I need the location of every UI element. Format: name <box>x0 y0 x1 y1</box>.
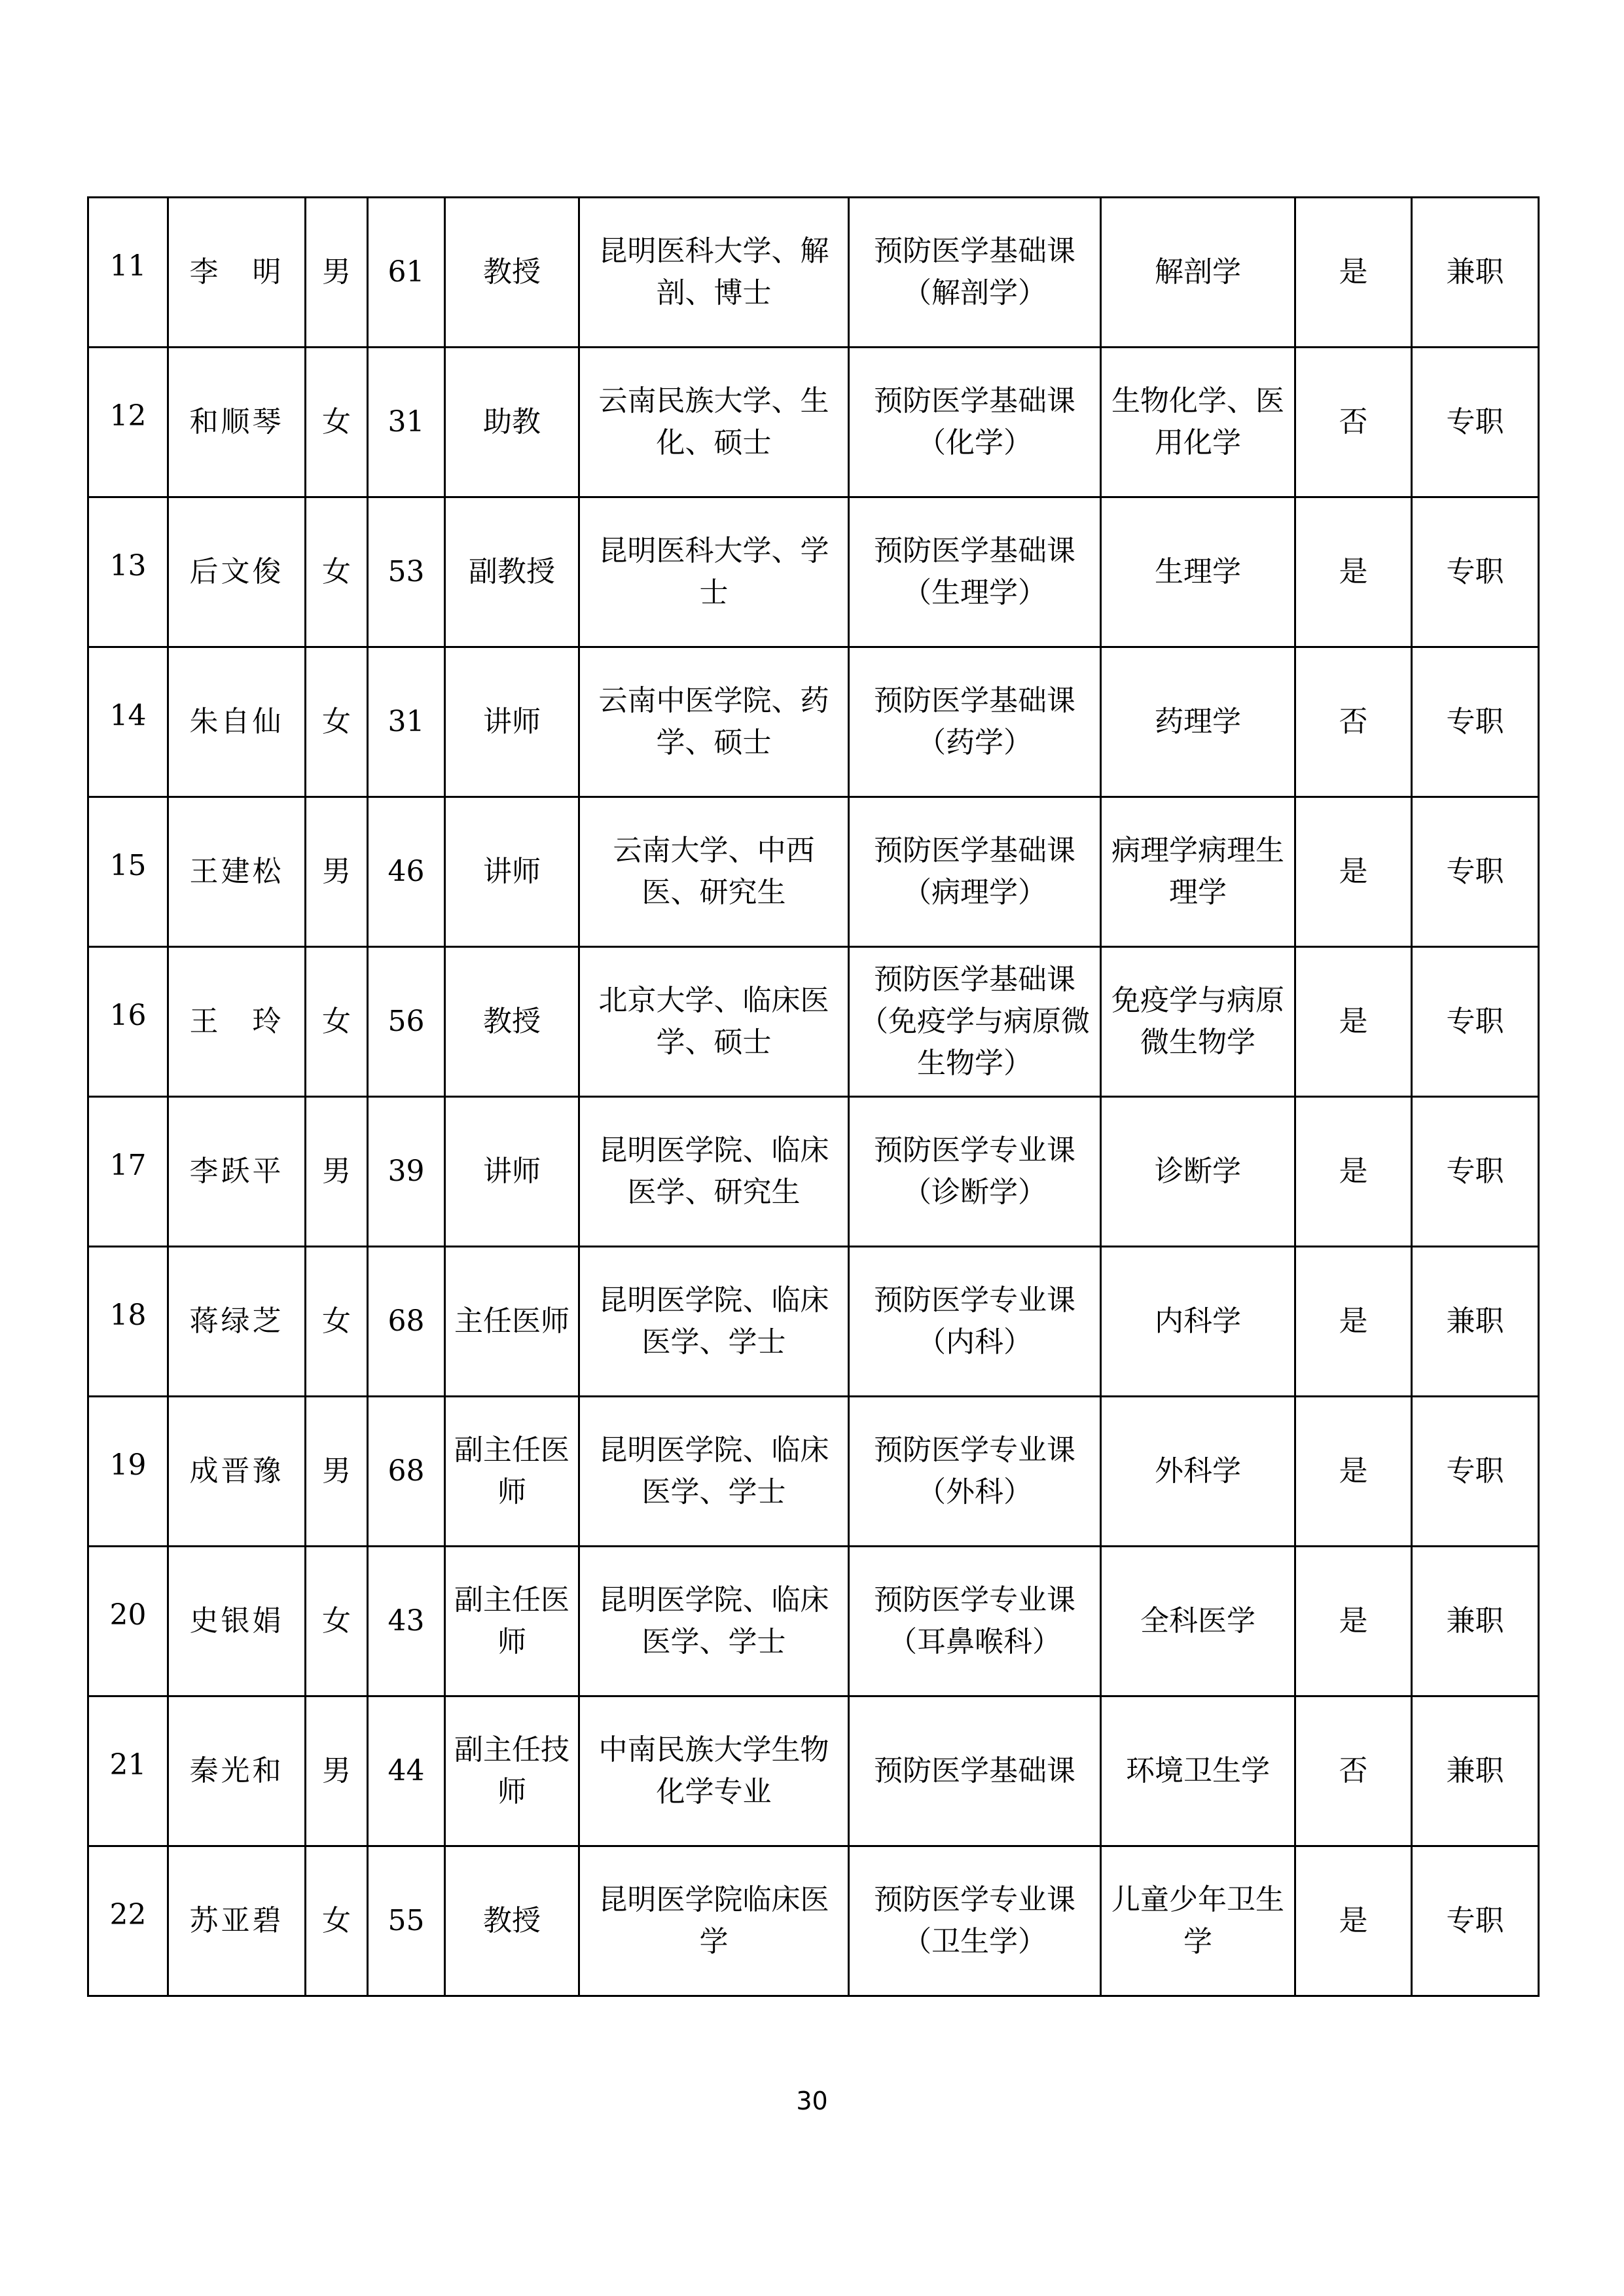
cell-education: 云南中医学院、药学、硕士 <box>579 647 849 797</box>
cell-gender: 女 <box>306 1846 368 1996</box>
cell-title: 副主任医师 <box>445 1397 579 1547</box>
cell-title: 讲师 <box>445 1097 579 1247</box>
cell-number: 13 <box>88 497 168 647</box>
cell-number: 21 <box>88 1696 168 1846</box>
cell-title: 副主任医师 <box>445 1547 579 1696</box>
cell-qualified: 是 <box>1295 497 1412 647</box>
cell-title: 教授 <box>445 1846 579 1996</box>
cell-gender: 女 <box>306 1247 368 1397</box>
cell-education: 昆明医学院、临床医学、学士 <box>579 1397 849 1547</box>
cell-number: 12 <box>88 348 168 497</box>
cell-title: 助教 <box>445 348 579 497</box>
cell-employment-type: 专职 <box>1412 1846 1539 1996</box>
cell-title: 副主任技师 <box>445 1696 579 1846</box>
cell-employment-type: 专职 <box>1412 348 1539 497</box>
table-row <box>88 797 1539 947</box>
cell-qualified: 是 <box>1295 947 1412 1097</box>
cell-course: 预防医学基础课（病理学） <box>849 797 1101 947</box>
cell-subject: 全科医学 <box>1101 1547 1295 1696</box>
cell-name: 王 玲 <box>168 947 306 1097</box>
table-row <box>88 1547 1539 1696</box>
cell-name: 史银娟 <box>168 1547 306 1696</box>
cell-title: 主任医师 <box>445 1247 579 1397</box>
cell-name: 成晋豫 <box>168 1397 306 1547</box>
page-number: 30 <box>796 2087 828 2115</box>
cell-subject: 外科学 <box>1101 1397 1295 1547</box>
cell-employment-type: 兼职 <box>1412 1247 1539 1397</box>
cell-gender: 男 <box>306 1696 368 1846</box>
cell-education: 昆明医学院、临床医学、学士 <box>579 1547 849 1696</box>
cell-name: 后文俊 <box>168 497 306 647</box>
cell-number: 14 <box>88 647 168 797</box>
cell-employment-type: 专职 <box>1412 647 1539 797</box>
cell-education: 云南民族大学、生化、硕士 <box>579 348 849 497</box>
table-row <box>88 198 1539 348</box>
cell-age: 39 <box>368 1097 445 1247</box>
cell-gender: 男 <box>306 198 368 348</box>
cell-age: 68 <box>368 1247 445 1397</box>
cell-name: 朱自仙 <box>168 647 306 797</box>
cell-course: 预防医学基础课（药学） <box>849 647 1101 797</box>
cell-name: 李跃平 <box>168 1097 306 1247</box>
table-row <box>88 1397 1539 1547</box>
cell-subject: 病理学病理生理学 <box>1101 797 1295 947</box>
cell-employment-type: 兼职 <box>1412 198 1539 348</box>
table-row <box>88 1097 1539 1247</box>
cell-number: 22 <box>88 1846 168 1996</box>
cell-qualified: 否 <box>1295 647 1412 797</box>
cell-gender: 女 <box>306 647 368 797</box>
cell-subject: 生物化学、医用化学 <box>1101 348 1295 497</box>
cell-title: 讲师 <box>445 797 579 947</box>
cell-qualified: 否 <box>1295 1696 1412 1846</box>
cell-name: 蒋绿芝 <box>168 1247 306 1397</box>
cell-qualified: 否 <box>1295 348 1412 497</box>
cell-number: 18 <box>88 1247 168 1397</box>
cell-age: 43 <box>368 1547 445 1696</box>
cell-name: 和顺琴 <box>168 348 306 497</box>
cell-education: 昆明医学院、临床医学、学士 <box>579 1247 849 1397</box>
cell-age: 31 <box>368 647 445 797</box>
table-row <box>88 348 1539 497</box>
cell-course: 预防医学专业课（卫生学） <box>849 1846 1101 1996</box>
cell-employment-type: 专职 <box>1412 1097 1539 1247</box>
table-row <box>88 1247 1539 1397</box>
table-row <box>88 1696 1539 1846</box>
cell-age: 56 <box>368 947 445 1097</box>
cell-age: 53 <box>368 497 445 647</box>
cell-course: 预防医学基础课（免疫学与病原微生物学） <box>849 947 1101 1097</box>
cell-age: 46 <box>368 797 445 947</box>
cell-education: 中南民族大学生物化学专业 <box>579 1696 849 1846</box>
cell-education: 北京大学、临床医学、硕士 <box>579 947 849 1097</box>
cell-course: 预防医学专业课（耳鼻喉科） <box>849 1547 1101 1696</box>
cell-age: 44 <box>368 1696 445 1846</box>
cell-gender: 男 <box>306 797 368 947</box>
cell-employment-type: 专职 <box>1412 497 1539 647</box>
cell-employment-type: 兼职 <box>1412 1696 1539 1846</box>
cell-gender: 男 <box>306 1097 368 1247</box>
cell-course: 预防医学基础课（生理学） <box>849 497 1101 647</box>
cell-number: 17 <box>88 1097 168 1247</box>
cell-title: 教授 <box>445 198 579 348</box>
cell-number: 11 <box>88 198 168 348</box>
cell-age: 55 <box>368 1846 445 1996</box>
cell-name: 李 明 <box>168 198 306 348</box>
cell-course: 预防医学基础课 <box>849 1696 1101 1846</box>
cell-name: 苏亚碧 <box>168 1846 306 1996</box>
cell-employment-type: 兼职 <box>1412 1547 1539 1696</box>
cell-course: 预防医学基础课（解剖学） <box>849 198 1101 348</box>
cell-title: 副教授 <box>445 497 579 647</box>
table-row <box>88 1846 1539 1996</box>
table-row <box>88 947 1539 1097</box>
cell-number: 15 <box>88 797 168 947</box>
cell-qualified: 是 <box>1295 797 1412 947</box>
cell-subject: 免疫学与病原微生物学 <box>1101 947 1295 1097</box>
cell-subject: 儿童少年卫生学 <box>1101 1846 1295 1996</box>
cell-employment-type: 专职 <box>1412 1397 1539 1547</box>
cell-number: 19 <box>88 1397 168 1547</box>
cell-education: 昆明医学院临床医学 <box>579 1846 849 1996</box>
cell-subject: 药理学 <box>1101 647 1295 797</box>
cell-qualified: 是 <box>1295 1247 1412 1397</box>
cell-qualified: 是 <box>1295 1846 1412 1996</box>
cell-education: 昆明医科大学、学士 <box>579 497 849 647</box>
cell-number: 20 <box>88 1547 168 1696</box>
cell-subject: 解剖学 <box>1101 198 1295 348</box>
cell-education: 云南大学、中西医、研究生 <box>579 797 849 947</box>
cell-course: 预防医学专业课（外科） <box>849 1397 1101 1547</box>
table-body <box>88 198 1539 1996</box>
cell-gender: 女 <box>306 348 368 497</box>
cell-employment-type: 专职 <box>1412 947 1539 1097</box>
cell-qualified: 是 <box>1295 1097 1412 1247</box>
cell-subject: 内科学 <box>1101 1247 1295 1397</box>
cell-gender: 女 <box>306 497 368 647</box>
cell-employment-type: 专职 <box>1412 797 1539 947</box>
cell-subject: 环境卫生学 <box>1101 1696 1295 1846</box>
cell-age: 31 <box>368 348 445 497</box>
cell-education: 昆明医学院、临床医学、研究生 <box>579 1097 849 1247</box>
cell-age: 68 <box>368 1397 445 1547</box>
staff-table <box>87 196 1540 1997</box>
cell-qualified: 是 <box>1295 198 1412 348</box>
cell-age: 61 <box>368 198 445 348</box>
cell-title: 讲师 <box>445 647 579 797</box>
cell-course: 预防医学基础课（化学） <box>849 348 1101 497</box>
table-row <box>88 647 1539 797</box>
cell-number: 16 <box>88 947 168 1097</box>
cell-qualified: 是 <box>1295 1397 1412 1547</box>
cell-course: 预防医学专业课（内科） <box>849 1247 1101 1397</box>
cell-name: 王建松 <box>168 797 306 947</box>
cell-gender: 女 <box>306 1547 368 1696</box>
cell-gender: 女 <box>306 947 368 1097</box>
cell-subject: 诊断学 <box>1101 1097 1295 1247</box>
cell-course: 预防医学专业课（诊断学） <box>849 1097 1101 1247</box>
cell-subject: 生理学 <box>1101 497 1295 647</box>
cell-gender: 男 <box>306 1397 368 1547</box>
cell-education: 昆明医科大学、解剖、博士 <box>579 198 849 348</box>
cell-title: 教授 <box>445 947 579 1097</box>
table-row <box>88 497 1539 647</box>
cell-name: 秦光和 <box>168 1696 306 1846</box>
cell-qualified: 是 <box>1295 1547 1412 1696</box>
